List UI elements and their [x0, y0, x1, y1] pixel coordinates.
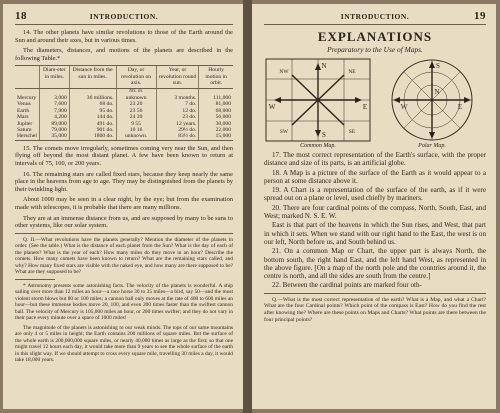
page-number: 19	[473, 10, 486, 22]
paragraph-20: 20. There are four cardinal points of the compass, North, South, East, and West; marked N. S. E. W.	[264, 203, 486, 221]
left-page	[3, 4, 243, 409]
table-cell: 24 39	[116, 114, 156, 120]
table-header	[15, 66, 39, 88]
polar-map-figure	[378, 57, 486, 149]
paragraph-16: 16. The remaining stars are called fixed stars, because they keep nearly the same place in the heavens from age to age. They may be distinguished from the planets by their twinkling light.	[15, 170, 233, 193]
west-label: W	[268, 103, 276, 111]
table-cell: 23 56	[116, 108, 156, 114]
table-cell: 15,000	[199, 133, 233, 140]
table-header: Year, or revolution round sun.	[156, 66, 199, 88]
table-cell: 83½ do.	[156, 133, 199, 140]
table-cell: 81,000	[199, 101, 233, 107]
northwest-label: NW	[279, 69, 289, 75]
table-cell: 89,000	[39, 121, 69, 127]
west-label: W	[400, 103, 408, 111]
header-rule	[15, 24, 233, 25]
table-cell: 7 do.	[156, 101, 199, 107]
table-cell: 36 millions.	[69, 95, 116, 101]
southeast-label: SE	[348, 129, 356, 135]
table-cell: 29½ do.	[156, 127, 199, 133]
left-header	[15, 10, 233, 22]
south-label: S	[436, 62, 440, 70]
table-cell: 30,000	[199, 121, 233, 127]
footnote: * Astronomy presents some astonishing facts. The velocity of the planets is wonderful. A ship sailing over more than 12 miles an hour—a race horse 30 to 35 miles—a bird, say 50—and the most violent storm blows but 80 or 100 miles; a cannon ball only moves at the rate of 400 to 600 miles an hour—but these immense bodies move 20, 100, and even 200 times faster than the swiftest cannon ball. The velocity of Mercury is 105,000 miles an hour, or 200 times swifter; and they do not vary in their pace every minute over a space of 1000 miles!	[15, 282, 233, 322]
north-label: N	[321, 62, 327, 70]
running-head: INTRODUCTION.	[89, 12, 159, 21]
east-label: E	[362, 103, 368, 111]
table-cell: 491 do.	[69, 121, 116, 127]
north-label: N	[434, 88, 440, 96]
table-cell: 68 do.	[69, 101, 116, 107]
right-page	[252, 4, 496, 409]
paragraph-14: 14. The other planets have similar revolutions to those of the Earth around the Sun and around their axes, but in various times.	[15, 29, 233, 44]
paragraph-21: 21. On a common Map or Chart, the upper part is always North, the bottom south, the right hand East, and the left hand West, as represented in the above figure. [On a map of the north pole and the countries around it, the centre is north, and all the sides are south from the centre.]	[264, 247, 486, 281]
questions-block: Q.—What is the most correct representation of the earth? What is a Map, and what a Chart? What are the four Cardinal points? Which point of the compass is East? How do you find the rest after knowing the? Where are these points on Maps and Charts? What points are there between the four principal points?	[264, 296, 486, 323]
polar-map-caption: Polar Map.	[418, 143, 446, 149]
east-label: E	[457, 103, 463, 111]
table-cell	[199, 88, 233, 95]
table-header: Hourly motion in orbit.	[199, 66, 233, 88]
page-subtitle: Preparatory to the Use of Maps.	[327, 45, 423, 54]
planet-name-cell: Earth	[17, 107, 30, 114]
table-cell: 1800 do.	[69, 133, 116, 140]
common-map-caption: Common Map.	[300, 143, 336, 149]
page-number: 18	[15, 10, 27, 22]
table-cell: 10 16	[116, 127, 156, 133]
south-label: S	[322, 131, 326, 139]
table-cell	[156, 88, 199, 95]
table-cell: 3 months.	[156, 95, 199, 101]
table-cell: 3,000	[39, 95, 69, 101]
table-cell	[69, 88, 116, 95]
table-header: Distance from the sun in miles.	[69, 66, 116, 88]
table-cell: 12 do.	[156, 108, 199, 114]
paragraph-18: 18. A Map is a picture of the surface of the Earth as it would appear to a person at some distance above it.	[264, 168, 486, 185]
planet-name-cell: Mercury	[17, 95, 37, 101]
header-rule	[264, 24, 486, 25]
planet-name-cell: Jupiter	[17, 120, 33, 127]
table-cell: 901 do.	[69, 127, 116, 133]
table-cell	[39, 88, 69, 95]
questions-rule	[15, 233, 233, 234]
table-row	[15, 133, 233, 140]
table-cell: 23 do.	[156, 114, 199, 120]
table-cell: 7,600	[39, 101, 69, 107]
paragraph-22: 22. Between the cardinal points are marked four oth-	[272, 281, 422, 290]
paragraph-19: 19. A Chart is a representation of the surface of the earth, as if it were spread out on a plane or level, used chiefly by mariners.	[264, 186, 486, 203]
questions-block: Q. II.—What revolutions have the planets generally? Mention the diameter of the planets in order. (See the table.) What is the distance of each planet from the Sun? What is the day of each of the planets? What is the year of each? How many miles do they move in an hour? Describe the comets. How many comets have been known to return? What are the remaining stars called, and why? How many fixed stars are visible with the naked eye, and how many are there supposed to be? What are they supposed to be?	[15, 236, 233, 276]
paragraph-17: 17. The most correct representation of the Earth's surface, with the proper distance and size of its parts, is an artificial globe.	[264, 151, 486, 168]
paragraph-16b: About 1000 may be seen in a clear night, by the eye; but from the examination made with telescopes, it is probable that there are many millions.	[15, 196, 233, 211]
book-gutter	[243, 0, 252, 413]
southwest-label: SW	[279, 129, 289, 135]
footnote-rule	[15, 279, 55, 280]
table-cell: 144 do.	[69, 114, 116, 120]
map-figures	[264, 57, 486, 149]
table-cell: 95 do.	[69, 108, 116, 114]
paragraph-20b: East is that part of the heavens in which the Sun rises, and West, that part in which it sets. When we stand with our right hand to the East, the west is on our left, North before us, and South behind us.	[264, 221, 486, 246]
planet-name-cell: Herschel	[15, 133, 39, 140]
questions-rule	[264, 293, 486, 294]
table-cell: unknown.	[116, 133, 156, 140]
table-header-row	[15, 66, 233, 88]
table-cell: 79,000	[39, 127, 69, 133]
page-title: EXPLANATIONS	[317, 29, 433, 44]
table-cell	[15, 88, 39, 95]
table-cell: 23 20	[116, 101, 156, 107]
paragraph-14b: The diameters, distances, and motions of the planets are described in the following Table.*	[15, 47, 233, 62]
planet-table	[15, 65, 233, 140]
table-cell: 4,200	[39, 114, 69, 120]
table-cell: 12 years.	[156, 121, 199, 127]
table-cell: 68,000	[199, 108, 233, 114]
common-map-figure	[264, 57, 372, 149]
footnote-continued: The magnitude of the planets is astonishing to our weak minds. The tops of our same mountains are only 4 or 5 miles in height; the Earth contains 200 millions of square miles. But the surface of the whole earth is 200,000,000 square miles, or nearly 40,000 times as large as the first; so that one might travel 12 hours each day, it would take more than 9 years to see the whole surface of the earth in this slight way. If we should attempt to cross every square mile, travelling 30 miles a day, it would take 18,000 years.	[15, 324, 233, 364]
table-header: Diam-eter in miles.	[39, 66, 69, 88]
planet-name-cell: Mars	[17, 114, 29, 121]
polar-map-illustration	[378, 57, 486, 143]
table-cell: hrs. m.	[116, 88, 156, 95]
paragraph-15: 15. The comets move irregularly, sometimes coming very near the Sun, and then flying off beyond the most distant planet. A few have been known to return at intervals of 75, 100, or 200 years.	[15, 144, 233, 168]
table-cell: 56,000	[199, 114, 233, 120]
table-cell: unknown	[116, 95, 156, 101]
table-cell: 7,900	[39, 108, 69, 114]
table-cell: 9 55	[116, 121, 156, 127]
northeast-label: NE	[348, 69, 356, 75]
common-map-illustration	[264, 57, 372, 143]
table-unit-row	[15, 88, 233, 95]
table-cell: 22,000	[199, 127, 233, 133]
table-cell: 35,000	[39, 133, 69, 140]
table-cell: 111,000	[199, 95, 233, 101]
paragraph-16c: They are at an immense distance from us, and are supposed by many to be suns to other systems, like our solar system.	[15, 214, 233, 230]
planet-name-cell: Saturn	[17, 127, 32, 134]
right-header	[264, 10, 486, 22]
planet-name-cell: Venus	[17, 101, 31, 108]
table-header: Day, or revolution on axis.	[116, 66, 156, 88]
running-head: INTRODUCTION.	[340, 12, 410, 21]
